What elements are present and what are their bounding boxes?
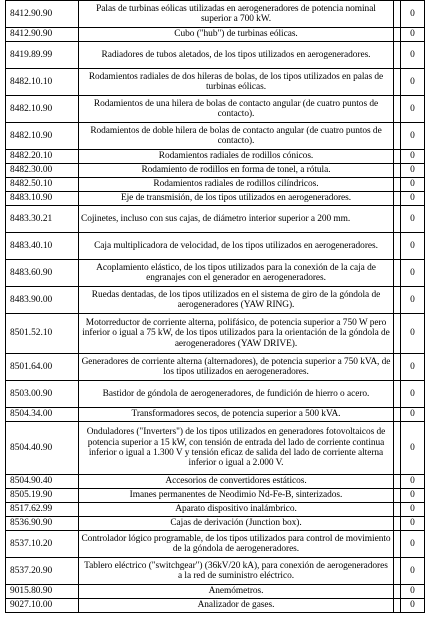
spacer-cell [394,96,401,123]
tariff-code-cell: 8483.10.90 [6,192,79,206]
spacer-cell [394,287,401,314]
table-row [6,69,425,96]
tariff-code-cell: 8517.62.99 [6,503,79,517]
description-cell: Bastidor de góndola de aerogeneradores, de fundición de hierro o acero. [79,381,394,408]
description-cell: Accesorios de convertidores estáticos. [79,475,394,489]
tariff-code-cell: 8503.00.90 [6,381,79,408]
spacer-cell [394,260,401,287]
table-row [6,408,425,422]
tariff-code-cell: 8504.40.90 [6,422,79,475]
duty-rate-cell: 0 [401,489,425,503]
duty-rate-cell: 0 [401,42,425,69]
spacer-cell [394,503,401,517]
table-row [6,585,425,599]
spacer-cell [394,164,401,178]
spacer-cell [394,517,401,531]
description-cell: Acoplamiento elástico, de los tipos utilizados para la conexión de la caja de engranajes con el generador en aerogeneradores. [79,260,394,287]
tariff-code-cell: 8419.89.99 [6,42,79,69]
spacer-cell [394,408,401,422]
spacer-cell [394,531,401,558]
duty-rate-cell: 0 [401,150,425,164]
description-cell: Aparato dispositivo inalámbrico. [79,503,394,517]
description-cell: Transformadores secos, de potencia superior a 500 kVA. [79,408,394,422]
table-row [6,531,425,558]
duty-rate-cell: 0 [401,287,425,314]
spacer-cell [394,381,401,408]
tariff-code-cell: 8483.30.21 [6,206,79,233]
description-cell: Analizador de gases. [79,599,394,613]
tariff-code-cell: 8501.64.00 [6,354,79,381]
table-row [6,314,425,354]
description-cell: Tablero eléctrico ("switchgear") (36kV/20 kA), para conexión de aerogeneradores a la red de suministro eléctrico. [79,558,394,585]
tariff-code-cell: 8483.90.00 [6,287,79,314]
table-row [6,96,425,123]
table-row [6,422,425,475]
duty-rate-cell: 0 [401,503,425,517]
duty-rate-cell: 0 [401,96,425,123]
tariff-code-cell: 8504.34.00 [6,408,79,422]
duty-rate-cell: 0 [401,558,425,585]
duty-rate-cell: 0 [401,1,425,28]
description-cell: Rodamientos radiales de rodillos cilíndricos. [79,178,394,192]
spacer-cell [394,42,401,69]
spacer-cell [394,69,401,96]
tariff-code-cell: 8482.10.90 [6,96,79,123]
table-row [6,599,425,613]
duty-rate-cell: 0 [401,585,425,599]
duty-rate-cell: 0 [401,192,425,206]
table-row [6,558,425,585]
description-cell: Ruedas dentadas, de los tipos utilizados en el sistema de giro de la góndola de aerogeneradores (YAW RING). [79,287,394,314]
duty-rate-cell: 0 [401,354,425,381]
duty-rate-cell: 0 [401,422,425,475]
table-row [6,123,425,150]
duty-rate-cell: 0 [401,599,425,613]
table-row [6,260,425,287]
description-cell: Caja multiplicadora de velocidad, de los tipos utilizados en aerogeneradores. [79,233,394,260]
spacer-cell [394,28,401,42]
table-row [6,287,425,314]
duty-rate-cell: 0 [401,206,425,233]
tariff-table [5,0,425,613]
tariff-code-cell: 8483.60.90 [6,260,79,287]
table-row [6,42,425,69]
description-cell: Cajas de derivación (Junction box). [79,517,394,531]
tariff-code-cell: 8482.30.00 [6,164,79,178]
description-cell: Onduladores ("Inverters") de los tipos utilizados en generadores fotovoltaicos de potencia superior a 15 kW, con tensión de entrada del lado de corriente continua inferior o igual a 1.300 V y tensión eficaz de salida del lado de corriente alterna inferior o igual a 2.000 V. [79,422,394,475]
description-cell: Rodamientos de doble hilera de bolas de contacto angular (de cuatro puntos de contacto). [79,123,394,150]
spacer-cell [394,233,401,260]
spacer-cell [394,123,401,150]
spacer-cell [394,599,401,613]
table-row [6,489,425,503]
duty-rate-cell: 0 [401,408,425,422]
table-row [6,475,425,489]
spacer-cell [394,1,401,28]
description-cell: Rodamientos radiales de rodillos cónicos. [79,150,394,164]
table-row [6,150,425,164]
duty-rate-cell: 0 [401,69,425,96]
tariff-code-cell: 8483.40.10 [6,233,79,260]
tariff-code-cell: 8505.19.90 [6,489,79,503]
description-cell: Rodamientos radiales de dos hileras de bolas, de los tipos utilizados en palas de turbinas eólicas. [79,69,394,96]
duty-rate-cell: 0 [401,178,425,192]
description-cell: Rodamientos de una hilera de bolas de contacto angular (de cuatro puntos de contacto). [79,96,394,123]
table-row [6,28,425,42]
spacer-cell [394,475,401,489]
tariff-code-cell: 8412.90.90 [6,28,79,42]
table-row [6,164,425,178]
tariff-code-cell: 9027.10.00 [6,599,79,613]
tariff-code-cell: 8537.10.20 [6,531,79,558]
tariff-code-cell: 8504.90.40 [6,475,79,489]
spacer-cell [394,192,401,206]
table-row [6,178,425,192]
tariff-code-cell: 8482.20.10 [6,150,79,164]
tariff-code-cell: 8482.10.10 [6,69,79,96]
duty-rate-cell: 0 [401,517,425,531]
description-cell: Radiadores de tubos aletados, de los tipos utilizados en aerogeneradores. [79,42,394,69]
tariff-code-cell: 8482.10.90 [6,123,79,150]
spacer-cell [394,150,401,164]
duty-rate-cell: 0 [401,233,425,260]
spacer-cell [394,178,401,192]
spacer-cell [394,489,401,503]
duty-rate-cell: 0 [401,531,425,558]
spacer-cell [394,354,401,381]
table-row [6,517,425,531]
spacer-cell [394,206,401,233]
description-cell: Palas de turbinas eólicas utilizadas en aerogeneradores de potencia nominal superior a 700 kW. [79,1,394,28]
table-row [6,1,425,28]
tariff-code-cell: 8412.90.90 [6,1,79,28]
table-row [6,354,425,381]
description-cell: Imanes permanentes de Neodimio Nd-Fe-B, sinterizados. [79,489,394,503]
table-row [6,503,425,517]
description-cell: Cubo ("hub") de turbinas eólicas. [79,28,394,42]
spacer-cell [394,422,401,475]
table-row [6,381,425,408]
duty-rate-cell: 0 [401,260,425,287]
description-cell: Generadores de corriente alterna (alternadores), de potencia superior a 750 kVA, de los tipos utilizados en aerogeneradores. [79,354,394,381]
tariff-table-body [6,1,425,613]
spacer-cell [394,585,401,599]
description-cell: Eje de transmisión, de los tipos utilizados en aerogeneradores. [79,192,394,206]
table-row [6,233,425,260]
duty-rate-cell: 0 [401,164,425,178]
duty-rate-cell: 0 [401,28,425,42]
description-cell: Anemómetros. [79,585,394,599]
table-row [6,206,425,233]
duty-rate-cell: 0 [401,123,425,150]
duty-rate-cell: 0 [401,381,425,408]
tariff-code-cell: 8501.52.10 [6,314,79,354]
tariff-code-cell: 8482.50.10 [6,178,79,192]
description-cell: Rodamiento de rodillos en forma de tonel, a rótula. [79,164,394,178]
tariff-code-cell: 8536.90.90 [6,517,79,531]
description-cell: Motorreductor de corriente alterna, polifásico, de potencia superior a 750 W pero inferior o igual a 75 kW, de los tipos utilizados para la orientación de la góndola de aerogeneradores (YAW DRIVE). [79,314,394,354]
table-row [6,192,425,206]
tariff-code-cell: 9015.80.90 [6,585,79,599]
spacer-cell [394,558,401,585]
duty-rate-cell: 0 [401,475,425,489]
spacer-cell [394,314,401,354]
description-cell: Controlador lógico programable, de los tipos utilizados para control de movimiento de la góndola de aerogeneradores. [79,531,394,558]
description-cell: Cojinetes, incluso con sus cajas, de diámetro interior superior a 200 mm. [79,206,394,233]
duty-rate-cell: 0 [401,314,425,354]
tariff-code-cell: 8537.20.90 [6,558,79,585]
